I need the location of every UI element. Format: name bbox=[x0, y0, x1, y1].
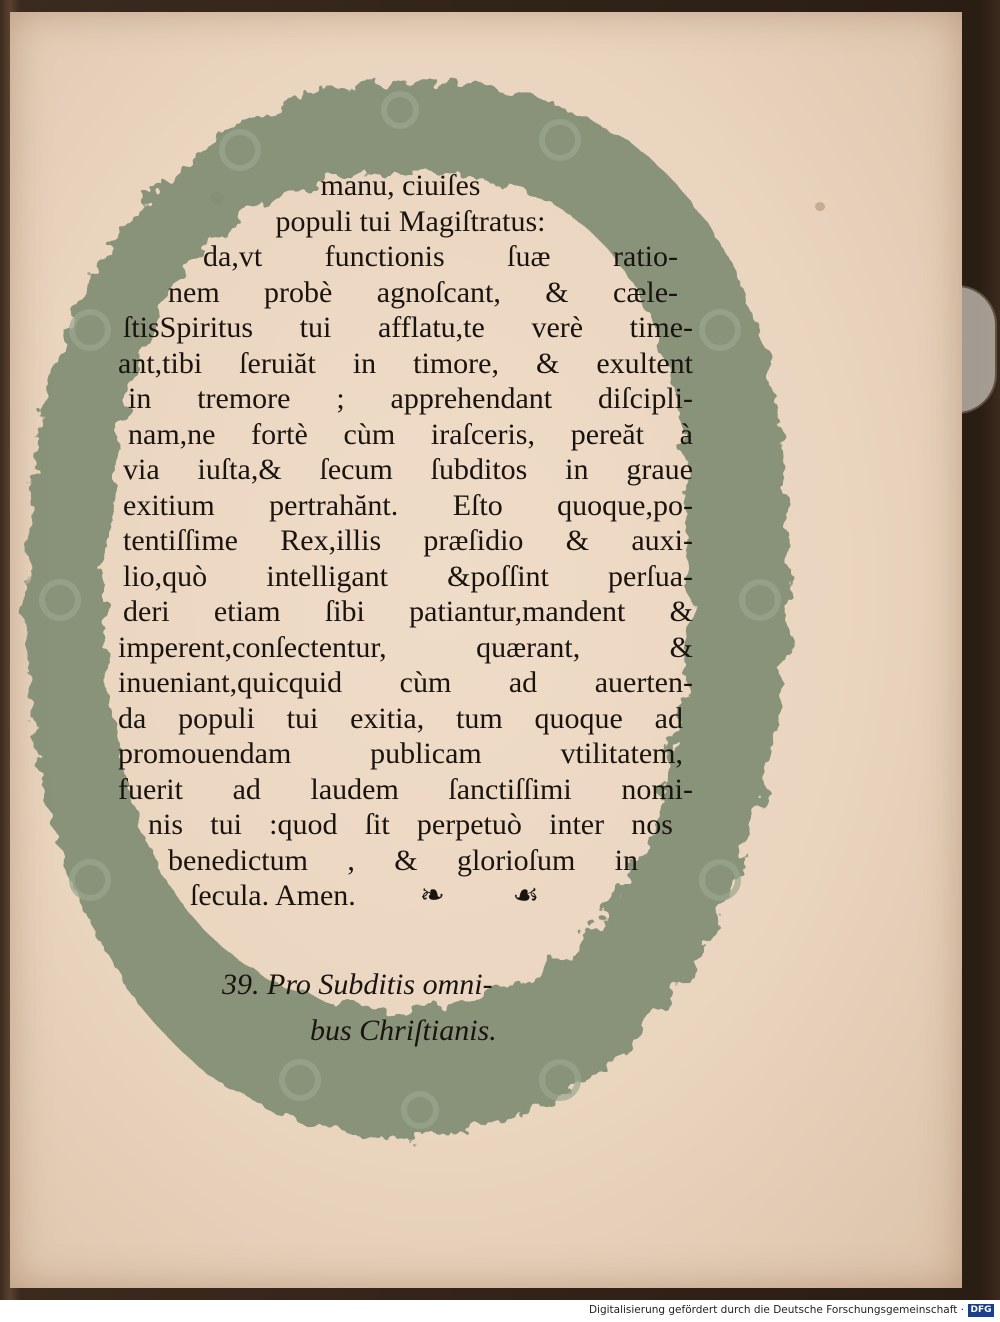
text-line: nis tui :quod ſit perpetuò inter nos bbox=[148, 808, 673, 841]
footer-bar bbox=[0, 1300, 1000, 1322]
end-ornament-icon: ❧ ☙ bbox=[419, 879, 570, 912]
prayer-text bbox=[118, 168, 693, 914]
text-line: inueniant,quicquid cùm ad auerten- bbox=[118, 666, 693, 699]
text-line: exitium pertrahănt. Eſto quoque,po- bbox=[123, 488, 693, 522]
text-line: da populi tui exitia, tum quoque ad bbox=[118, 701, 683, 735]
text-line: promouendam publicam vtilitatem, bbox=[118, 737, 683, 770]
text-line: imperent,conſectentur, quærant, & bbox=[118, 630, 693, 664]
heading-line: 39. Pro Subditis omni- bbox=[222, 968, 493, 1001]
text-line: nem probè agnoſcant, & cæle- bbox=[168, 275, 678, 309]
text-line: lio,quò intelligant &poſſint perſua- bbox=[123, 559, 693, 593]
text-line: tentiſſime Rex,illis præſidio & auxi- bbox=[123, 524, 693, 557]
text-line: populi tui Magiſtratus: bbox=[275, 204, 546, 238]
text-line: ſtisSpiritus tui afflatu,te verè time- bbox=[123, 311, 693, 344]
text-line: fuerit ad laudem ſanctiſſimi nomi- bbox=[118, 772, 693, 806]
text-line: deri etiam ſibi patiantur,mandent & bbox=[123, 595, 693, 628]
text-line: manu, ciuiſes bbox=[320, 169, 481, 202]
footer-credit: Digitalisierung gefördert durch die Deutsche Forschungsgemeinschaft · bbox=[588, 1304, 964, 1316]
section-heading bbox=[150, 962, 630, 1054]
text-line: da,vt functionis ſuæ ratio- bbox=[203, 240, 678, 273]
text-line: ant,tibi ſeruiăt in timore, & exultent bbox=[118, 346, 693, 380]
text-line: in tremore ; apprehendant diſcipli- bbox=[128, 382, 693, 415]
text-line: benedictum , & glorioſum in bbox=[168, 843, 638, 877]
text-line: nam,ne fortè cùm iraſceris, pereăt à bbox=[128, 417, 693, 451]
final-text: ſecula. Amen. bbox=[190, 879, 356, 912]
text-line: via iuſta,& ſecum ſubditos in graue bbox=[123, 453, 693, 486]
dfg-logo-icon: DFG bbox=[968, 1304, 994, 1317]
heading-line: bus Chriſtianis. bbox=[310, 1014, 497, 1047]
text-line-final bbox=[118, 878, 693, 914]
